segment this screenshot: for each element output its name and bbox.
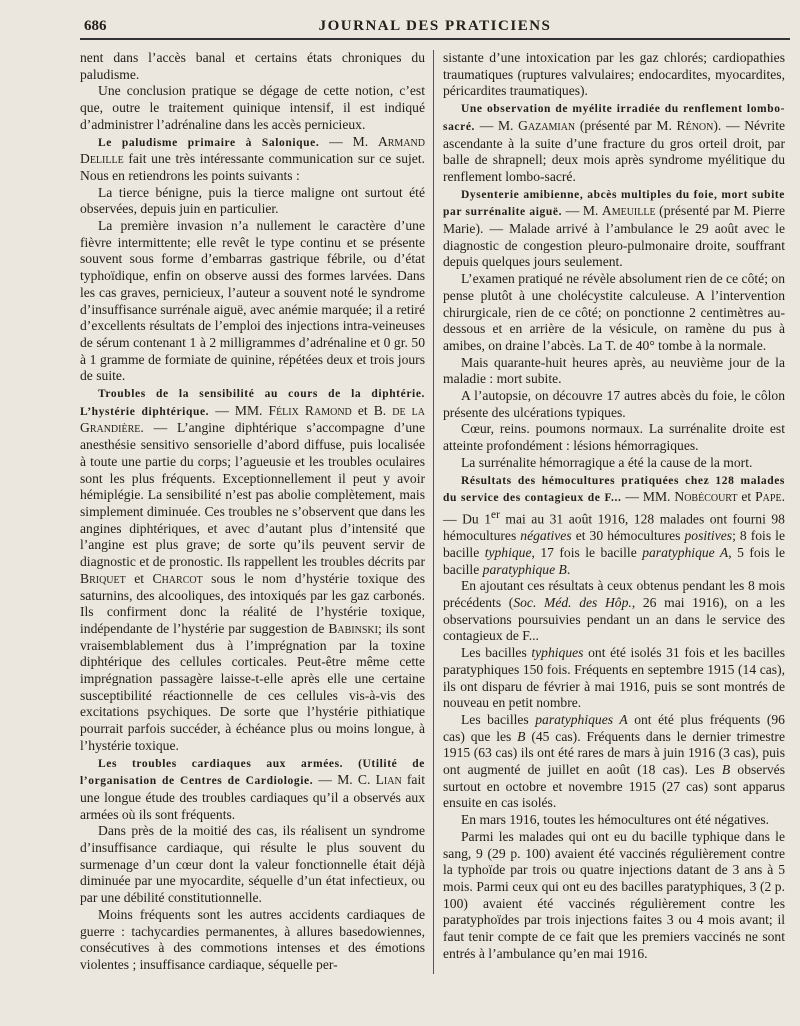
section-cardiaques: Les troubles cardiaques aux armées. (Utilité de l’organisation de Centres de Cardiologie. — M. C. Lian fait une longue étude des troubles cardiaques qu’il a observés aux armées où ils sont fréquents.: [80, 757, 425, 822]
section-dysenterie: Dysenterie amibienne, abcès multiples du foie, mort subite par surrénalite aiguë. — M. Ameuille (présenté par M. Pierre Marie). — Malade arrivé à l’ambulance le 29 août avec le diagnostic de congestion pleuro-pulmonaire droite, souffrant depuis quelques jours seulement.: [443, 188, 786, 270]
cited-name: Babinski: [328, 620, 378, 636]
author-name: Lian: [375, 772, 402, 788]
page-number: 686: [84, 18, 107, 34]
cited-name: Rénon: [676, 117, 714, 133]
author-name: Ameuille: [601, 203, 656, 219]
left-column: [80, 50, 434, 974]
paragraph: La surrénalite hémorragique a été la cause de la mort.: [461, 454, 753, 470]
paragraph: nent dans l’accès banal et certains états chroniques du paludisme.: [80, 50, 425, 82]
paragraph: Parmi les malades qui ont eu du bacille typhique dans le sang, 9 (29 p. 100) avaient été vaccinés régulièrement contre la typhoïde par trois ou quatre injections datant de 3 ans à 5 mois. Parmi ceux qui ont eu des bacilles paratyphiques, 3 (2 p. 100) avaient été vaccinés régulièrement contre les paratyphoïdes par trois injections faites 3 ou 4 mois avant; il faut tenir compte de ce fait que les premiers vaccinés ne sont entrés à l’ambulance qu’en mai 1916.: [443, 828, 785, 961]
paragraph: L’examen pratiqué ne révèle absolument rien de ce côté; on pense plutôt à une cholécystite calculeuse. A l’intervention chirurgicale, rien de ce côté; on ponctionne 2 centimètres au-dessous et en arrière de la vésicule, on ramène du pus à amibes, on draine l’abcès. La T. de 40° tombe à la normale.: [443, 271, 785, 353]
author-name: Armand Delille: [80, 133, 425, 167]
paragraph: Cœur, reins. poumons normaux. La surrénalite droite est atteinte profondément : lésions hémorragiques.: [443, 421, 785, 454]
section-myelite: Une observation de myélite irradiée du renflement lombo-sacré. — M. Gazamian (présenté par M. Rénon). — Névrite ascendante à la suite d’une fracture du gros orteil droit, par balle de shrapnell; deux mois après syndrome myélitique du renflement lombo-sacré.: [443, 103, 786, 184]
cited-name: Charcot: [152, 570, 203, 586]
paragraph: Une conclusion pratique se dégage de cette notion, c’est que, outre le traitement quinique intensif, il est indiqué d’administrer l’adrénaline dans les accès pernicieux.: [80, 83, 425, 132]
text-columns: [80, 50, 790, 974]
paragraph: A l’autopsie, on découvre 17 autres abcès du foie, le côlon présente des ulcérations typiques.: [443, 388, 785, 420]
section-heading: Une observation de myélite irradiée du renflement lombo-sacré.: [443, 103, 785, 133]
section-heading: Dysenterie amibienne, abcès multiples du foie, mort subite par surrénalite aiguë.: [443, 188, 785, 219]
section-paludisme: Le paludisme primaire à Salonique. — M. Armand Delille fait une très intéressante communication sur ce sujet. Nous en retiendrons les points suivants :: [80, 133, 425, 183]
paragraph: La tierce bénigne, puis la tierce maligne ont surtout été observées, depuis juin en particulier.: [80, 184, 425, 217]
section-heading: Résultats des hémocultures pratiquées chez 128 malades du service des contagieux de F...: [443, 474, 785, 505]
cited-name: Briquet: [80, 570, 126, 586]
section-hemocultures: Résultats des hémocultures pratiquées chez 128 malades du service des contagieux de F... — MM. Nobécourt et Pape. — Du 1er mai au 31 août 1916, 128 malades ont fourni 98 hémocultures négatives et 30 hémocultures positives; 8 fois le bacille typhique, 17 fois le bacille paratyphique A, 5 fois le bacille paratyphique B.: [443, 474, 785, 577]
author-name: Félix Ramond: [268, 402, 352, 418]
author-name: Nobécourt: [674, 489, 738, 505]
paragraph: Mais quarante-huit heures après, au neuvième jour de la maladie : mort subite.: [443, 354, 785, 387]
paragraph: Les bacilles typhiques ont été isolés 31 fois et les bacilles paratyphiques 150 fois. Fréquents en septembre 1915 (14 cas), ils ont disparu de février à mai 1916, puis se sont montrés de nouveau en petit nombre.: [443, 645, 785, 711]
paragraph: En mars 1916, toutes les hémocultures ont été négatives.: [461, 812, 770, 828]
paragraph: Dans près de la moitié des cas, ils réalisent un syndrome d’insuffisance cardiaque, qui résulte le plus souvent du surmenage d’un cœur dont la valeur fonctionnelle était déjà diminuée par une myocardite, séquelle d’un état infectieux, ou par une débilité constitutionnelle.: [80, 823, 425, 906]
section-heading: Les troubles cardiaques aux armées. (Utilité de l’organisation de Centres de Cardiologie.: [80, 757, 425, 788]
paragraph: La première invasion n’a nullement le caractère d’une fièvre intermittente; elle revêt le type continu et se présente souvent sous forme d’embarras gastrique fébrile, ou d’état typhoïdique, enfin on observe aussi des formes larvées. Dans les cas graves, pernicieux, l’auteur a souvent noté le syndrome d’insuffisance surrénale aiguë, avec anémie marquée; il a retiré d’excellents résultats de l’emploi des injections intra-veineuses de sérum contenant 1 à 2 milligrammes d’adrénaline et 0 gr. 50 à 1 gramme de formiate de quinine, répétées deux et trois jours de suite.: [80, 218, 425, 384]
section-diphterie: Troubles de la sensibilité au cours de la diphtérie. L’hystérie diphtérique. — MM. Félix Ramond et B. de la Grandière. — L’angine diphtérique s’accompagne d’une anesthésie sensitivo sensorielle d’abord diffuse, puis localisée à toute une partie du corps; l’agueusie et les troubles oculaires sont les plus fréquents. Exceptionnellement il peut y avoir hémiplégie. La sensibilité n’est pas abolie complètement, mais simplement diminuée. Ces troubles ne s’observent que dans les angines diphtériques, et avec d’autant plus d’intensité que l’angine est plus grave; de sorte qu’ils peuvent servir de diagnostic et de pronostic. Ils rappellent les troubles décrits par Briquet et Charcot sous le nom d’hystérie toxique des saturnins, des alcooliques, des intoxiqués par les gaz carbonés. Ils confirment donc la réalité de l’hystérie toxique, indépendante de l’hystérie par suggestion de Babinski; ils sont vraisemblablement dus à l’imprégnation par la toxine diphtérique des cellules corticales. Peut-être même cette imprégnation passagère laisse-t-elle après elle une certaine susceptibilité réactionnelle de ces cellules vis-à-vis des excitations psychiques. De sorte que l’hystérie pithiatique pourrait parfois succéder, à échéance plus ou moins longue, à l’hystérie toxique.: [80, 388, 425, 753]
paragraph: Les bacilles paratyphiques A ont été plus fréquents (96 cas) que les B (45 cas). Fréquents dans le dernier trimestre 1915 (63 cas) ils ont été rares de mars à juin 1916 (3 cas), puis ont augmenté de juillet en août (18 cas). Les B observés surtout en octobre et novembre 1915 (27 cas) sont apparus ensuite en cas isolés.: [443, 711, 785, 811]
journal-title: JOURNAL DES PRATICIENS: [318, 18, 552, 34]
right-column: [434, 50, 785, 974]
page-header: [80, 14, 790, 40]
section-heading: Troubles de la sensibilité au cours de la diphtérie. L’hystérie diphtérique.: [80, 388, 425, 418]
paragraph: Moins fréquents sont les autres accidents cardiaques de guerre : tachycardies permanentes, à allures basedowiennes, consécutives à des commotions intenses et des émotions violentes ; insuffisance cardiaque, séquelle per-: [80, 906, 425, 972]
paragraph: En ajoutant ces résultats à ceux obtenus pendant les 8 mois précédents (Soc. Méd. des Hôp., 26 mai 1916), on a les observations poursuivies pendant un an dans le service des contagieux de F...: [443, 578, 785, 644]
paragraph: sistante d’une intoxication par les gaz chlorés; cardiopathies traumatiques (ruptures valvulaires; endocardites, myocardites, péricardites traumatiques).: [443, 50, 785, 99]
section-heading: Le paludisme primaire à Salonique.: [98, 136, 320, 149]
author-name: Pape: [755, 489, 782, 505]
author-name: Gazamian: [518, 117, 576, 133]
author-name: de la Grandière: [80, 402, 425, 436]
